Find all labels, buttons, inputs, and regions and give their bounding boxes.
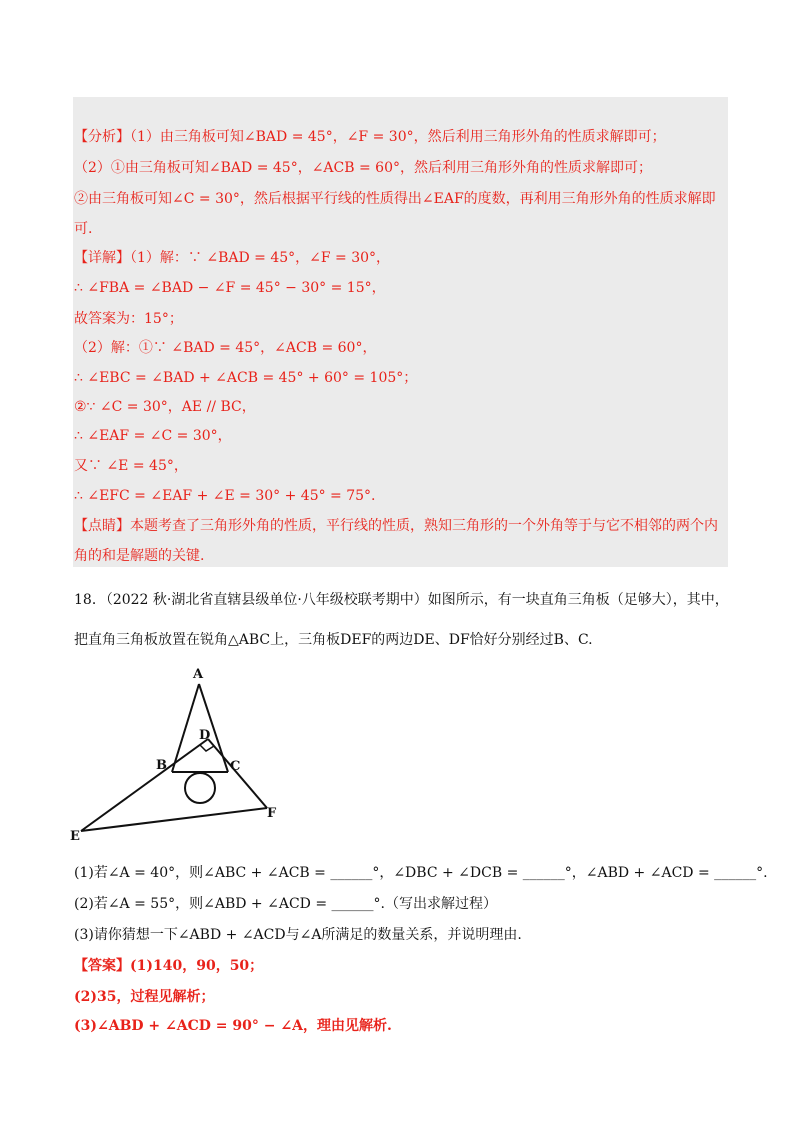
question-part-1: (1)若∠A = 40°，则∠ABC + ∠ACB = ______°，∠DBC + ∠DCB = ______°，∠ABD + ∠ACD = ______°. (74, 865, 768, 881)
detail-line-6: ②∵ ∠C = 30°，AE // BC， (74, 399, 256, 415)
label-a: A (193, 667, 204, 682)
right-angle-mark (200, 745, 214, 751)
detail-line-8: 又∵ ∠E = 45°， (74, 458, 188, 474)
answer-line-3: (3)∠ABD + ∠ACD = 90° − ∠A，理由见解析. (74, 1018, 392, 1034)
question-line-2: 把直角三角板放置在锐角△ABC上，三角板DEF的两边DE、DF恰好分别经过B、C. (74, 632, 593, 648)
analysis-line-3: ②由三角板可知∠C = 30°，然后根据平行线的性质得出∠EAF的度数，再利用三角形外角的性质求解即 (74, 191, 716, 207)
question-part-3: (3)请你猜想一下∠ABD + ∠ACD与∠A所满足的数量关系，并说明理由. (74, 927, 522, 943)
triangle-hole-circle (185, 773, 215, 803)
label-b: B (156, 758, 167, 773)
label-e: E (70, 829, 80, 844)
analysis-line-2: （2）①由三角板可知∠BAD = 45°，∠ACB = 60°，然后利用三角形外角的性质求解即可； (74, 160, 652, 176)
label-f: F (267, 806, 277, 821)
detail-line-5: ∴ ∠EBC = ∠BAD + ∠ACB = 45° + 60° = 105°； (74, 370, 418, 386)
detail-line-2: ∴ ∠FBA = ∠BAD − ∠F = 45° − 30° = 15°， (74, 280, 386, 296)
analysis-line-4: 可. (74, 221, 93, 237)
comment-line-2: 角的和是解题的关键. (74, 548, 205, 564)
triangle-figure (60, 662, 290, 847)
segment-ab (172, 684, 199, 772)
detail-line-1: 【详解】（1）解：∵ ∠BAD = 45°，∠F = 30°， (74, 250, 391, 266)
detail-line-7: ∴ ∠EAF = ∠C = 30°， (74, 428, 232, 444)
analysis-line-1: 【分析】（1）由三角板可知∠BAD = 45°，∠F = 30°，然后利用三角形外角的性质求解即可； (74, 129, 666, 145)
answer-line-1: 【答案】(1)140，90，50； (74, 958, 264, 974)
answer-line-2: (2)35，过程见解析； (74, 989, 215, 1005)
detail-line-3: 故答案为：15°； (74, 311, 183, 327)
comment-line-1: 【点睛】本题考查了三角形外角的性质，平行线的性质，熟知三角形的一个外角等于与它不相邻的两个内 (74, 518, 718, 534)
detail-line-9: ∴ ∠EFC = ∠EAF + ∠E = 30° + 45° = 75°. (74, 488, 376, 504)
question-part-2: (2)若∠A = 55°，则∠ABD + ∠ACD = ______°.（写出求解过程） (74, 896, 497, 912)
detail-line-4: （2）解：①∵ ∠BAD = 45°，∠ACB = 60°， (74, 340, 377, 356)
label-c: C (230, 759, 241, 774)
label-d: D (199, 728, 211, 743)
question-line-1: 18．（2022 秋·湖北省直辖县级单位·八年级校联考期中）如图所示，有一块直角三角板（足够大），其中， (74, 592, 729, 608)
